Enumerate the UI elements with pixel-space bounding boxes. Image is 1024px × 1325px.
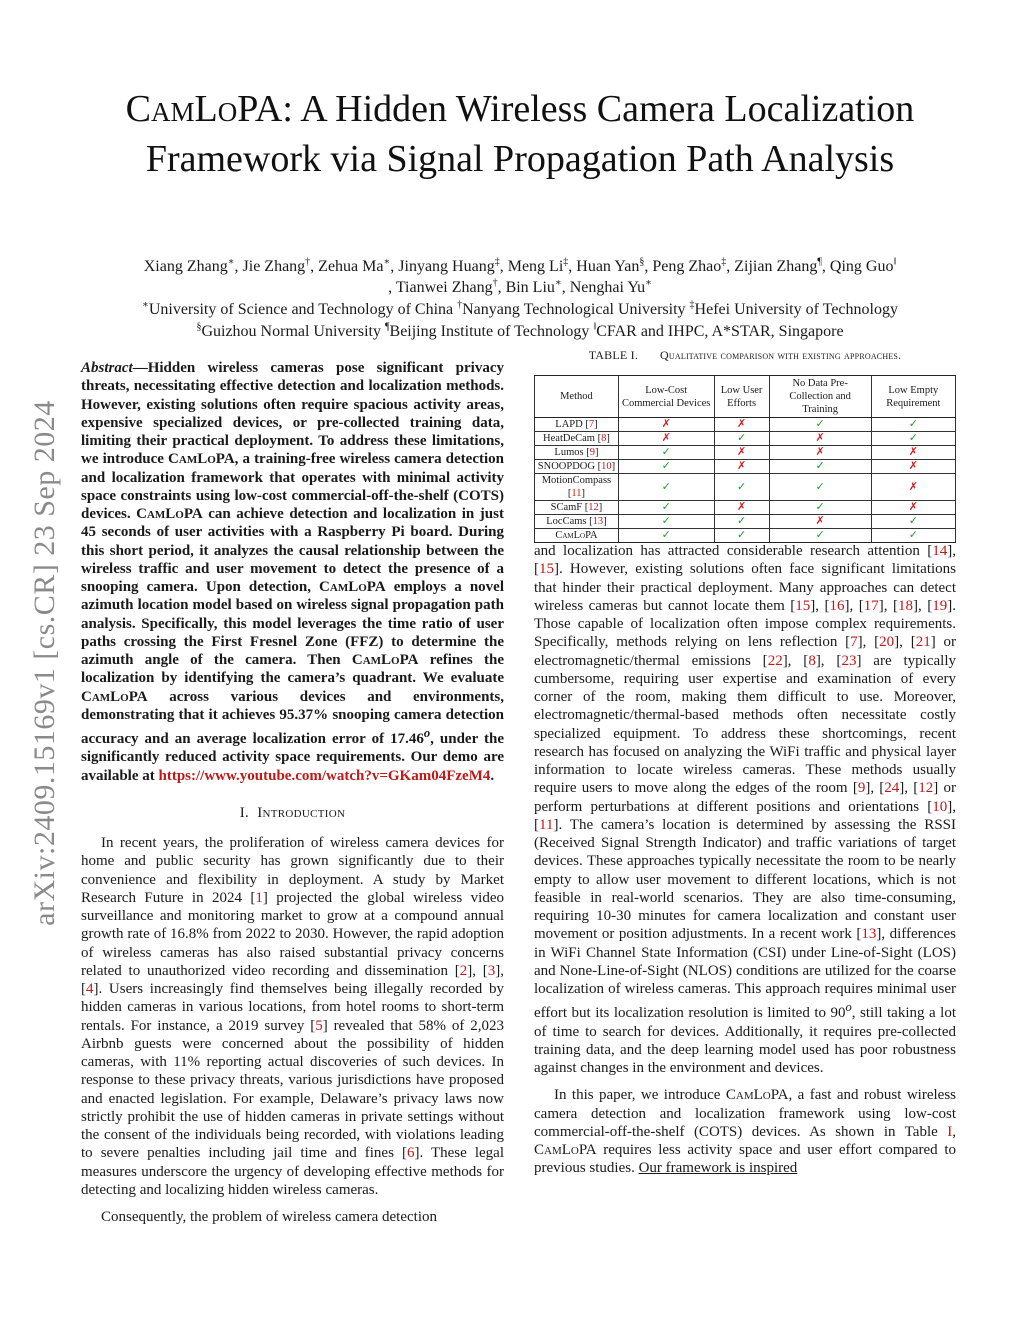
table-header-row [535,376,956,418]
method-cell: LocCams [13] [535,515,619,529]
method-cell: SNOOPDOG [10] [535,460,619,474]
author-mark: ∗ [554,277,562,289]
affiliation-name: Guizhou Normal University [201,323,381,340]
value-cell [618,474,714,501]
intro-paragraph-2-continued [534,542,956,1077]
check-icon: ✓ [736,529,747,541]
author-block [70,256,970,342]
affiliation-name: University of Science and Technology of China [148,301,454,318]
citation-link[interactable]: 17 [863,597,879,614]
body-text: ]. Those capable of localization often impose complex requirements. Specifically, methods relying on lens reflection [ [534,597,956,651]
body-text: ], [ [899,780,919,797]
citation-link[interactable]: 23 [841,652,857,669]
author-mark: † [492,277,498,289]
table-row [535,474,956,501]
body-text: ]. These legal measures underscore the urgency of developing effective methods for detecting and localizing hidden wireless cameras. [81,1145,504,1198]
demo-video-link[interactable]: https://www.youtube.com/watch?v=GKam04FzeM4 [158,767,491,784]
check-icon: ✓ [661,480,671,493]
affiliations-continued [70,321,970,342]
body-text: ], [ [467,962,488,979]
value-cell [714,460,769,474]
table-row [535,460,956,474]
value-cell [714,501,769,515]
method-name: HeatDeCam [543,433,595,444]
citation-link[interactable]: 11 [539,816,554,833]
citation-link[interactable]: 24 [884,780,900,797]
arxiv-identifier: arXiv:2409.15169v1 [cs.CR] 23 Sep 2024 [28,400,61,926]
method-name: LocCams [546,516,587,527]
value-cell [618,529,714,543]
section-heading-introduction: I. Introduction [239,804,346,821]
body-text: ], [ [782,652,809,669]
body-text: and localization has attracted considerable research attention [ [534,543,933,559]
affiliation-mark: ‖ [593,321,597,333]
cross-icon: ✗ [736,418,747,430]
check-icon: ✓ [908,432,918,444]
table-header-cell: Method [535,376,619,418]
affiliation-name: Beijing Institute of Technology [389,323,590,340]
check-icon: ✓ [815,529,825,541]
body-text: ] or electromagnetic/thermal emissions [ [534,634,957,669]
body-text: ], [ [534,798,956,833]
check-icon: ✓ [661,515,671,527]
value-cell [618,432,714,446]
author-mark: ‖ [893,256,897,268]
author-mark: ¶ [817,256,822,268]
paper-title: CamLoPA: A Hidden Wireless Camera Localization Framework via Signal Propagation Path Analysis [125,88,915,180]
cross-icon: ✗ [736,460,747,472]
body-text: ], [ [81,962,504,997]
value-cell [769,501,871,515]
check-icon: ✓ [908,418,918,430]
citation-link[interactable]: 13 [861,926,877,943]
affiliation-mark: § [196,321,202,333]
author-name: Jinyang Huang [398,258,495,275]
citation-link[interactable]: 7 [850,634,858,651]
body-text: In recent years, the proliferation of wireless camera devices for home and public security has grown significantly due to their convenience and flexibility in deployment. A study by Market Research Future in 2024 [ [81,835,504,906]
affiliation-mark: ‡ [689,299,695,311]
title-framework-name: CamLoPA [125,88,283,130]
check-icon: ✓ [661,460,671,472]
value-cell [769,446,871,460]
value-cell [769,460,871,474]
cross-icon: ✗ [661,432,671,444]
author-name: Bin Liu [505,279,555,296]
cross-icon: ✗ [908,446,918,458]
citation-link[interactable]: 22 [767,652,783,669]
citation-link[interactable]: 14 [932,543,948,559]
method-name: SCamF [550,502,583,513]
method-name: Lumos [554,447,584,458]
body-text: ], [ [913,597,933,614]
value-cell [871,460,955,474]
value-cell [714,418,769,432]
value-cell [714,474,769,501]
value-cell [769,432,871,446]
citation-link[interactable]: 15 [795,597,811,614]
author-name: Tianwei Zhang [395,279,493,296]
value-cell [769,515,871,529]
author-mark: † [305,256,311,268]
citation-link[interactable]: 18 [898,597,913,614]
value-cell [871,529,955,543]
comparison-table [534,375,956,543]
check-icon: ✓ [908,515,918,527]
table-row [535,501,956,515]
comparison-table-block [534,348,956,543]
citation-link[interactable]: 2 [459,962,468,979]
check-icon: ✓ [661,501,671,513]
table-header-cell: Low Empty Requirement [871,376,955,418]
intro-paragraph-3: In this paper, we introduce CamLoPA, a fast and robust wireless camera detection and localization framework using low-cost commercial-off-the-shelf (COTS) devices. As shown in Table I, CamLoPA requires less activity space and user effort compared to previous studies. Our framework is inspired [534,1087,956,1177]
author-name: Peng Zhao [652,258,722,275]
body-text: ] projected the global wireless video surveillance and monitoring market to grow at a compound annual growth rate of 16.8% from 2022 to 2030. However, the rapid adoption of wireless cameras has also raised substantial privacy concerns related to unauthorized video recording and dissemination [ [81,889,504,979]
value-cell [871,446,955,460]
affiliation-name: CFAR and IHPC, A*STAR, Singapore [596,323,844,340]
check-icon: ✓ [736,480,747,493]
author-name: Meng Li [507,258,564,275]
body-text: ], [ [844,597,864,614]
author-name: Zijian Zhang [734,258,818,275]
intro-paragraph-2-start: Consequently, the problem of wireless camera detection [101,1209,437,1225]
citation-link[interactable]: 5 [315,1017,323,1034]
value-cell [871,515,955,529]
author-name: Huan Yan [576,258,640,275]
citation-link[interactable]: 16 [829,597,845,614]
affiliation-name: Hefei University of Technology [694,301,898,318]
table-header-cell: Low-Cost Commercial Devices [618,376,714,418]
citation-link[interactable]: 13 [592,516,604,527]
table-row [535,529,956,543]
cross-icon: ✗ [661,418,671,430]
affiliation-mark: ¶ [384,321,390,333]
citation-link[interactable]: 15 [539,561,554,578]
left-column [81,359,504,1226]
value-cell [871,432,955,446]
citation-link[interactable]: 3 [487,962,496,979]
value-cell [871,501,955,515]
check-icon: ✓ [815,418,825,430]
author-name: Zehua Ma [318,258,384,275]
body-text: ] or perform perturbations at different positions and orientations [ [534,780,956,815]
citation-link[interactable]: 6 [406,1145,415,1162]
check-icon: ✓ [815,501,825,513]
citation-link[interactable]: 7 [588,419,595,430]
body-text: ] are typically cumbersome, requiring user expertise and examination of every corner of the room, making them difficult to use. Moreover, electromagnetic/thermal-based methods often necessitate costly specialized equipment. To address these shortcomings, recent research has focused on analyzing the WiFi traffic and physical layer information to locate wireless cameras. These methods usually require users to move along the edges of the room [ [534,652,956,797]
body-text: ]. Users increasingly find themselves being illegally recorded by hidden cameras in various locations, from hotel rooms to short-term rentals. For instance, a 2019 survey [ [81,981,504,1034]
check-icon: ✓ [736,432,747,444]
method-cell [535,529,619,543]
method-cell: SCamF [12] [535,501,619,515]
citation-link[interactable]: 12 [918,780,934,797]
body-text: ]. The camera’s location is determined by assessing the RSSI (Received Signal Strength Indicator) and traffic variations of target devices. These approaches typically necessitate the room to be nearly empty to allow user movement to different locations, which is not feasible in real-world scenarios. They are also time-consuming, requiring 10-30 minutes for camera localization and constant user movement or position adjustments. In a recent work [ [534,816,956,943]
method-name: MotionCompass [541,475,612,486]
check-icon: ✓ [736,515,747,527]
cross-icon: ✗ [736,446,747,458]
body-text: ]. However, existing solutions often face significant limitations that hinder their practical deployment. Many approaches can detect wireless cameras but cannot locate them [ [534,561,956,614]
value-cell [618,446,714,460]
value-cell [618,460,714,474]
table-reference-link[interactable]: I [947,1123,953,1140]
check-icon: ✓ [661,529,671,541]
method-name: CamLoPA [555,530,598,541]
value-cell [714,432,769,446]
author-mark: ∗ [645,277,652,289]
author-list: Xiang Zhang∗, Jie Zhang†, Zehua Ma∗, Jinyang Huang‡, Meng Li‡, Huan Yan§, Peng Zhao‡, Zijian Zhang¶, Qing Guo‖ [143,256,897,275]
body-text: ], [ [894,634,916,651]
table-header-cell: No Data Pre-Collection and Training [769,376,871,418]
body-text: ], [ [865,780,885,797]
value-cell [769,474,871,501]
cross-icon: ✗ [908,460,918,472]
citation-link[interactable]: 8 [601,433,607,444]
body-text: ], [ [534,543,956,578]
check-icon: ✓ [908,529,918,541]
citation-link[interactable]: 21 [915,634,931,651]
citation-link[interactable]: 9 [857,780,866,797]
affiliation-mark: ∗ [142,299,149,311]
author-name: Jie Zhang [242,258,306,275]
author-name: Nenghai Yu [569,279,646,296]
citation-link[interactable]: 10 [601,461,612,472]
body-text: ], [ [815,652,842,669]
citation-link[interactable]: 4 [86,981,94,997]
author-mark: ‡ [721,256,727,268]
citation-link[interactable]: 10 [932,798,948,815]
value-cell [618,515,714,529]
cross-icon: ✗ [908,480,918,493]
body-text: ], [ [810,597,830,614]
cross-icon: ✗ [736,501,747,513]
value-cell [871,474,955,501]
citation-link[interactable]: 8 [808,652,816,669]
citation-link[interactable]: 9 [589,447,595,458]
right-column [534,542,956,1178]
method-name: LAPD [555,419,583,430]
value-cell [769,418,871,432]
body-text: ], [ [857,634,880,651]
value-cell [714,446,769,460]
intro-paragraph-1 [81,834,504,1199]
table-row [535,515,956,529]
table-header-cell: Low User Efforts [714,376,769,418]
method-cell: MotionCompass [11] [535,474,619,501]
value-cell [618,418,714,432]
cross-icon: ✗ [908,501,918,513]
author-name: Xiang Zhang [143,258,228,275]
affiliation-mark: † [457,299,463,311]
body-text: , still taking a lot of time to search for devices. Additionally, it requires pre-collected training data, and the deep learning model used has poor robustness against changes in the environment and devices. [534,1005,956,1076]
cross-icon: ✗ [815,432,825,444]
citation-link[interactable]: 12 [588,502,599,513]
method-cell: LAPD [7] [535,418,619,432]
value-cell [714,515,769,529]
author-name: Qing Guo [829,258,894,275]
table-row [535,432,956,446]
affiliation-name: Nanyang Technological University [462,301,686,318]
check-icon: ✓ [661,446,671,458]
value-cell [769,529,871,543]
citation-link[interactable]: 1 [255,889,263,906]
check-icon: ✓ [815,480,825,493]
cross-icon: ✗ [815,446,825,458]
body-text: ], [ [878,597,898,614]
body-text: ] revealed that 58% of 2,023 Airbnb guests were concerned about the possibility of hidden cameras, with 11% reporting actual discoveries of such devices. In response to these privacy threats, various jurisdictions have proposed and enacted legislation. For example, Delaware’s privacy laws now strictly prohibit the use of hidden cameras in private settings without the consent of the individuals being recorded, with violations leading to severe penalties including jail time and fines [ [81,1017,504,1162]
author-mark: ∗ [227,256,235,268]
table-row [535,446,956,460]
citation-link[interactable]: 11 [571,488,582,499]
author-mark: ∗ [383,256,391,268]
author-mark: ‡ [494,256,500,268]
citation-link[interactable]: 20 [879,634,895,651]
value-cell [618,501,714,515]
value-cell [714,529,769,543]
abstract: Abstract—Hidden wireless cameras pose significant privacy threats, necessitating effective detection and localization methods. However, existing solutions often require spacious activity areas, expensive specialized devices, or pre-collected training data, limiting their practical deployment. To address these limitations, we introduce CamLoPA, a training-free wireless camera detection and localization framework that operates with minimal activity space constraints using low-cost commercial-off-the-shelf (COTS) devices. CamLoPA can achieve detection and localization in just 45 seconds of user activities with a Raspberry Pi board. During this short period, it analyzes the causal relationship between the wireless traffic and user movement to detect the presence of a snooping camera. Upon detection, CamLoPA employs a novel azimuth location model based on wireless signal propagation path analysis. Specifically, this model leverages the time ratio of user paths crossing the First Fresnel Zone (FFZ) to determine the azimuth angle of the camera. Then CamLoPA refines the localization by identifying the camera’s quadrant. We evaluate CamLoPA across various devices and environments, demonstrating that it achieves 95.37% snooping camera detection accuracy and an average localization error of 17.46$^o$, under the significantly reduced activity space requirements. Our demo are available at https://www.youtube.com/watch?v=GKam04FzeM4. [81,360,504,784]
table-caption: TABLE I. Qualitative comparison with existing approaches. [588,348,902,362]
author-mark: § [639,256,645,268]
method-name: SNOOPDOG [537,461,595,472]
affiliations [70,299,970,320]
author-list-continued: , Tianwei Zhang†, Bin Liu∗, Nenghai Yu∗ [388,277,652,296]
method-cell: HeatDeCam [8] [535,432,619,446]
table-row [535,418,956,432]
author-mark: ‡ [563,256,569,268]
value-cell [871,418,955,432]
degree-symbol: o [845,1000,852,1015]
check-icon: ✓ [815,460,825,472]
method-cell: Lumos [9] [535,446,619,460]
cross-icon: ✗ [815,515,825,527]
body-text: ], differences in WiFi Channel State Information (CSI) under Line-of-Sight (LOS) and None-Line-of-Sight (NLOS) conditions are utilized for the coarse localization of wireless cameras. This approach requires minimal user effort but its localization resolution is limited to 90 [534,926,956,1022]
citation-link[interactable]: 19 [932,597,948,614]
